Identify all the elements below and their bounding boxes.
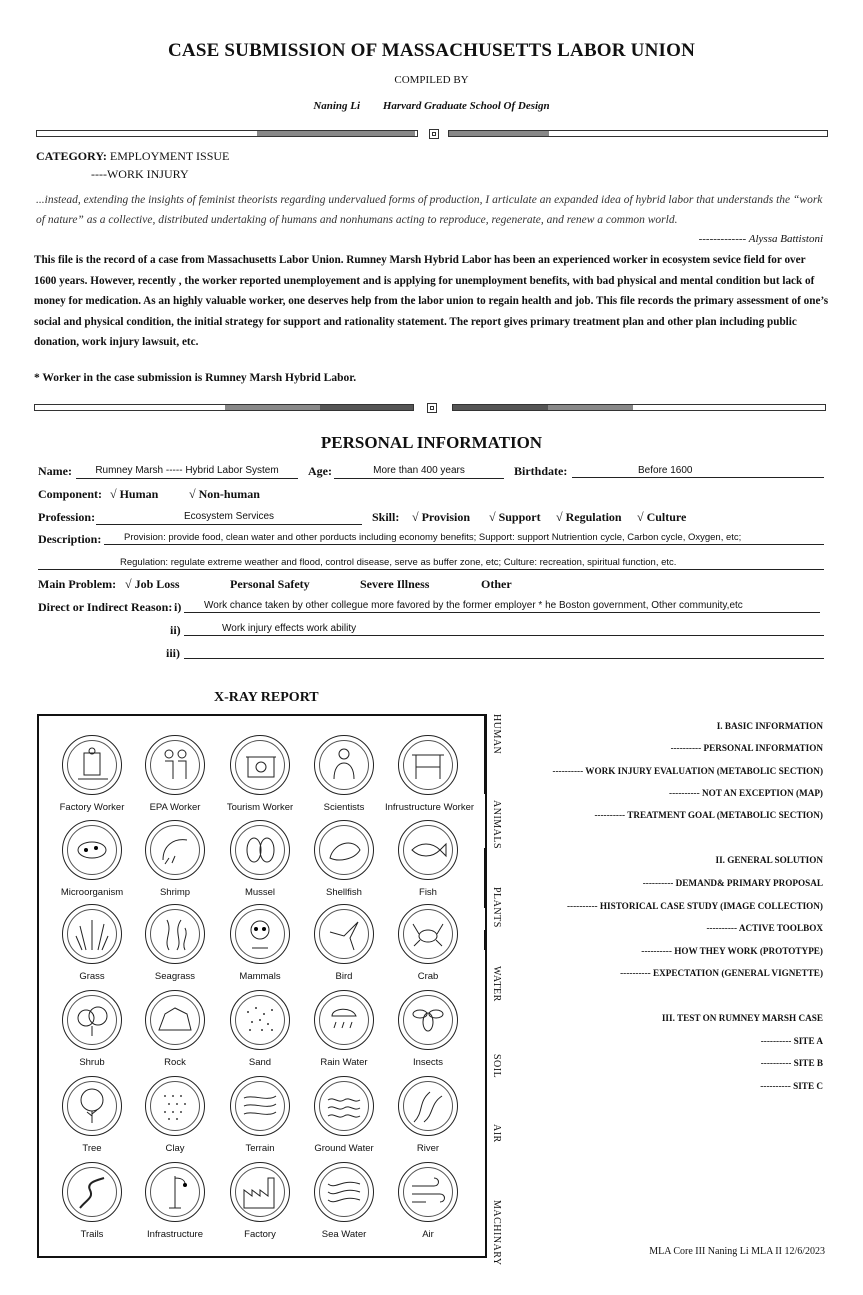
- xray-cell[interactable]: [49, 904, 135, 982]
- side-label-animals: ANIMALS: [491, 800, 502, 850]
- toc-item[interactable]: ---------- HISTORICAL CASE STUDY (IMAGE COLLECTION): [567, 901, 823, 911]
- footer-credit: MLA Core III Naning Li MLA II 12/6/2023: [649, 1246, 825, 1257]
- reason-iii-field[interactable]: [184, 644, 824, 659]
- age-field[interactable]: More than 400 years: [334, 463, 504, 479]
- air-icon: [398, 1162, 458, 1222]
- skill-support-checkbox[interactable]: √ Support: [489, 510, 541, 524]
- tree-icon: [62, 1076, 122, 1136]
- toc-item[interactable]: ---------- NOT AN EXCEPTION (MAP): [669, 788, 823, 798]
- toc-item[interactable]: I. BASIC INFORMATION: [716, 721, 823, 731]
- xray-cell[interactable]: [217, 820, 303, 898]
- seagrass-icon: [145, 904, 205, 964]
- section-divider: [452, 404, 826, 411]
- xray-cell-label: Infrastructure: [147, 1229, 203, 1240]
- trail-icon: [62, 1162, 122, 1222]
- xray-cell-label: Rock: [164, 1057, 186, 1068]
- toc-item[interactable]: ---------- PERSONAL INFORMATION: [670, 743, 823, 753]
- divider-ornament-icon: [429, 129, 439, 139]
- section-divider: [36, 130, 418, 137]
- xray-cell[interactable]: [385, 735, 475, 813]
- category-block: [36, 147, 229, 183]
- worker-note: * Worker in the case submission is Rumney Marsh Hybrid Labor.: [34, 372, 357, 384]
- problem-other-checkbox[interactable]: Other: [481, 577, 512, 591]
- xray-cell[interactable]: [132, 904, 218, 982]
- factory-worker-icon: [62, 735, 122, 795]
- xray-cell[interactable]: [301, 904, 387, 982]
- section-divider: [448, 130, 828, 137]
- birthdate-field[interactable]: Before 1600: [572, 463, 824, 478]
- xray-cell[interactable]: [49, 1162, 135, 1240]
- xray-cell-label: Shrub: [79, 1057, 105, 1068]
- xray-cell-label: Air: [422, 1229, 434, 1240]
- xray-cell[interactable]: [301, 1076, 387, 1154]
- sea-water-icon: [314, 1162, 374, 1222]
- description-label: Description:: [38, 532, 102, 546]
- xray-cell[interactable]: [385, 820, 471, 898]
- infrastructure-worker-icon: [398, 735, 458, 795]
- birthdate-label: Birthdate:: [514, 464, 568, 478]
- xray-cell[interactable]: [49, 820, 135, 898]
- xray-cell-label: Terrain: [245, 1143, 275, 1154]
- grass-icon: [62, 904, 122, 964]
- xray-cell[interactable]: [217, 990, 303, 1068]
- component-label: Component:: [38, 487, 103, 501]
- feminist-quote: ...instead, extending the insights of feminist theorists regarding undervalued forms of production, I articulate an expanded idea of hybrid labor that understands the “work of nature” as a collective, distributed undertaking of humans and nonhumans acting to reproduce, regenerate, and renew a common world.: [36, 194, 823, 226]
- reason-i-field[interactable]: Work chance taken by other collegue more favored by the former employer * he Boston government, Other community,etc: [184, 598, 820, 613]
- xray-side-tick: [484, 930, 487, 950]
- xray-cell-label: Shellfish: [326, 887, 362, 898]
- ground-water-icon: [314, 1076, 374, 1136]
- xray-cell[interactable]: [132, 1076, 218, 1154]
- age-label: Age:: [308, 464, 332, 478]
- component-nonhuman-checkbox[interactable]: √ Non-human: [189, 487, 260, 501]
- toc-item[interactable]: ---------- DEMAND& PRIMARY PROPOSAL: [642, 878, 823, 888]
- reason-i-label: i): [174, 600, 182, 614]
- xray-cell-label: Mammals: [239, 971, 281, 982]
- section-divider: [34, 404, 414, 411]
- sand-icon: [230, 990, 290, 1050]
- reason-ii-field[interactable]: Work injury effects work ability: [184, 621, 824, 636]
- xray-cell-label: Crab: [417, 971, 439, 982]
- description-field-line1[interactable]: Provision: provide food, clean water and other porducts including economy benefits; Support: support Nutriention cycle, Carbon cycle, Oxygen, etc;: [104, 530, 824, 545]
- xray-cell[interactable]: [301, 1162, 387, 1240]
- xray-side-tick: [484, 714, 487, 794]
- xray-cell[interactable]: [301, 820, 387, 898]
- xray-cell-label: Tourism Worker: [226, 802, 294, 813]
- xray-cell-label: Bird: [335, 971, 353, 982]
- category-label: CATEGORY:: [36, 149, 107, 163]
- component-human-checkbox[interactable]: √ Human: [110, 487, 159, 501]
- xray-cell[interactable]: [132, 990, 218, 1068]
- xray-cell-label: Mussel: [244, 887, 276, 898]
- xray-cell[interactable]: [301, 990, 387, 1068]
- toc-item[interactable]: ---------- WORK INJURY EVALUATION (METABOLIC SECTION): [552, 766, 823, 776]
- xray-cell-label: Grass: [79, 971, 105, 982]
- xray-cell-label: Seagrass: [154, 971, 196, 982]
- toc-item[interactable]: ---------- EXPECTATION (GENERAL VIGNETTE): [620, 968, 823, 978]
- personal-info-title: PERSONAL INFORMATION: [320, 433, 543, 452]
- rock-icon: [145, 990, 205, 1050]
- fish-icon: [398, 820, 458, 880]
- xray-cell[interactable]: [217, 1076, 303, 1154]
- side-label-soil: SOIL: [491, 1054, 502, 1079]
- reason-label: Direct or Indirect Reason:: [38, 600, 173, 614]
- skill-label: Skill:: [372, 510, 400, 524]
- compiled-by-label: COMPILED BY: [394, 74, 469, 86]
- school-name: Harvard Graduate School Of Design: [382, 100, 550, 112]
- author-line: [0, 100, 863, 112]
- side-label-air: AIR: [491, 1124, 502, 1143]
- xray-cell[interactable]: [385, 1162, 471, 1240]
- toc-item[interactable]: II. GENERAL SOLUTION: [715, 855, 823, 865]
- document-title: CASE SUBMISSION OF MASSACHUSETTS LABOR UNION: [167, 40, 695, 61]
- category-sub: ----WORK INJURY: [91, 167, 189, 181]
- xray-cell-label: Sea Water: [321, 1229, 367, 1240]
- river-icon: [398, 1076, 458, 1136]
- intro-paragraph: This file is the record of a case from Massachusetts Labor Union. Rumney Marsh Hybrid Labor has been an experienced worker in ecosystem sevice field for over 1600 years. However, recently , the worker reported unemployement and is applying for unemployment benefits, with bad physical and mental condition but lack of money for medication. As an highly valuable worker, one deserves help from the labor union to regain health and job. This file records the primary assessment of one’s social and physical condition, the initial strategy for support and rationality statement. The report gives primary treatment plan and other plan including public donation, work injury lawsuit, etc.: [34, 254, 829, 349]
- xray-cell[interactable]: [132, 735, 218, 813]
- side-label-plants: PLANTS: [491, 887, 502, 928]
- xray-cell-label: EPA Worker: [149, 802, 201, 813]
- tourism-worker-icon: [230, 735, 290, 795]
- toc-item[interactable]: ---------- ACTIVE TOOLBOX: [706, 923, 823, 933]
- xray-cell-label: Ground Water: [314, 1143, 374, 1154]
- xray-cell-label: River: [416, 1143, 440, 1154]
- xray-cell-label: Scientists: [323, 802, 365, 813]
- author-name: Naning Li: [313, 100, 361, 112]
- main-problem-label: Main Problem:: [38, 577, 117, 591]
- infrastructure-icon: [145, 1162, 205, 1222]
- xray-cell[interactable]: [49, 1076, 135, 1154]
- xray-cell[interactable]: [217, 904, 303, 982]
- xray-cell-label: Insects: [412, 1057, 444, 1068]
- quote-attribution: ------------- Alyssa Battistoni: [698, 233, 823, 245]
- problem-job-loss-checkbox[interactable]: √ Job Loss: [125, 577, 180, 591]
- microorganism-icon: [62, 820, 122, 880]
- mussel-icon: [230, 820, 290, 880]
- problem-safety-checkbox[interactable]: Personal Safety: [230, 577, 310, 591]
- xray-cell[interactable]: [49, 990, 135, 1068]
- xray-cell-label: Microorganism: [60, 887, 124, 898]
- rain-water-icon: [314, 990, 374, 1050]
- terrain-icon: [230, 1076, 290, 1136]
- skill-provision-checkbox[interactable]: √ Provision: [412, 510, 471, 524]
- skill-regulation-checkbox[interactable]: √ Regulation: [556, 510, 622, 524]
- profession-label: Profession:: [38, 510, 96, 524]
- xray-cell-label: Fish: [419, 887, 437, 898]
- xray-cell[interactable]: [385, 904, 471, 982]
- factory-icon: [230, 1162, 290, 1222]
- xray-cell-label: Factory: [244, 1229, 276, 1240]
- xray-cell-label: Tree: [82, 1143, 102, 1154]
- xray-cell-label: Clay: [165, 1143, 185, 1154]
- xray-cell-label: Trails: [80, 1229, 104, 1240]
- name-field[interactable]: Rumney Marsh ----- Hybrid Labor System: [76, 463, 298, 479]
- xray-title: X-RAY REPORT: [214, 690, 319, 705]
- problem-illness-checkbox[interactable]: Severe Illness: [360, 577, 430, 591]
- xray-cell[interactable]: [132, 820, 218, 898]
- xray-cell-label: Infrustructure Worker: [385, 802, 475, 813]
- bird-icon: [314, 904, 374, 964]
- side-label-water: WATER: [491, 966, 502, 1002]
- xray-cell[interactable]: [217, 735, 303, 813]
- crab-icon: [398, 904, 458, 964]
- toc-item[interactable]: ---------- TREATMENT GOAL (METABOLIC SECTION): [594, 810, 823, 820]
- xray-cell-label: Sand: [248, 1057, 272, 1068]
- reason-ii-label: ii): [170, 623, 181, 637]
- clay-icon: [145, 1076, 205, 1136]
- name-label: Name:: [38, 464, 72, 478]
- side-label-machinary: MACHINARY: [491, 1200, 502, 1266]
- mammal-icon: [230, 904, 290, 964]
- xray-cell[interactable]: [301, 735, 387, 813]
- skill-culture-checkbox[interactable]: √ Culture: [637, 510, 687, 524]
- xray-cell-label: Factory Worker: [59, 802, 125, 813]
- toc-item[interactable]: III. TEST ON RUMNEY MARSH CASE: [661, 1013, 823, 1023]
- description-field-line2[interactable]: Regulation: regulate extreme weather and flood, control disease, serve as buffer zone, etc; Culture: recreation, spiritual function, etc.: [38, 555, 824, 570]
- side-label-human: HUMAN: [491, 714, 502, 755]
- xray-cell[interactable]: [217, 1162, 303, 1240]
- insect-icon: [398, 990, 458, 1050]
- shrub-icon: [62, 990, 122, 1050]
- xray-cell[interactable]: [132, 1162, 218, 1240]
- toc-item[interactable]: ---------- SITE C: [760, 1081, 823, 1091]
- xray-cell-label: Rain Water: [320, 1057, 368, 1068]
- profession-field[interactable]: Ecosystem Services: [96, 509, 362, 525]
- xray-cell[interactable]: [385, 1076, 471, 1154]
- category-value: EMPLOYMENT ISSUE: [109, 149, 230, 163]
- xray-cell[interactable]: [49, 735, 135, 813]
- divider-ornament-icon: [427, 403, 437, 413]
- shrimp-icon: [145, 820, 205, 880]
- reason-iii-label: iii): [166, 646, 180, 660]
- xray-side-tick: [484, 848, 487, 908]
- shellfish-icon: [314, 820, 374, 880]
- toc-item[interactable]: ---------- SITE B: [760, 1058, 823, 1068]
- xray-cell[interactable]: [385, 990, 471, 1068]
- toc-item[interactable]: ---------- HOW THEY WORK (PROTOTYPE): [641, 946, 823, 956]
- xray-cell-label: Shrimp: [159, 887, 191, 898]
- epa-worker-icon: [145, 735, 205, 795]
- toc-item[interactable]: ---------- SITE A: [760, 1036, 823, 1046]
- scientist-icon: [314, 735, 374, 795]
